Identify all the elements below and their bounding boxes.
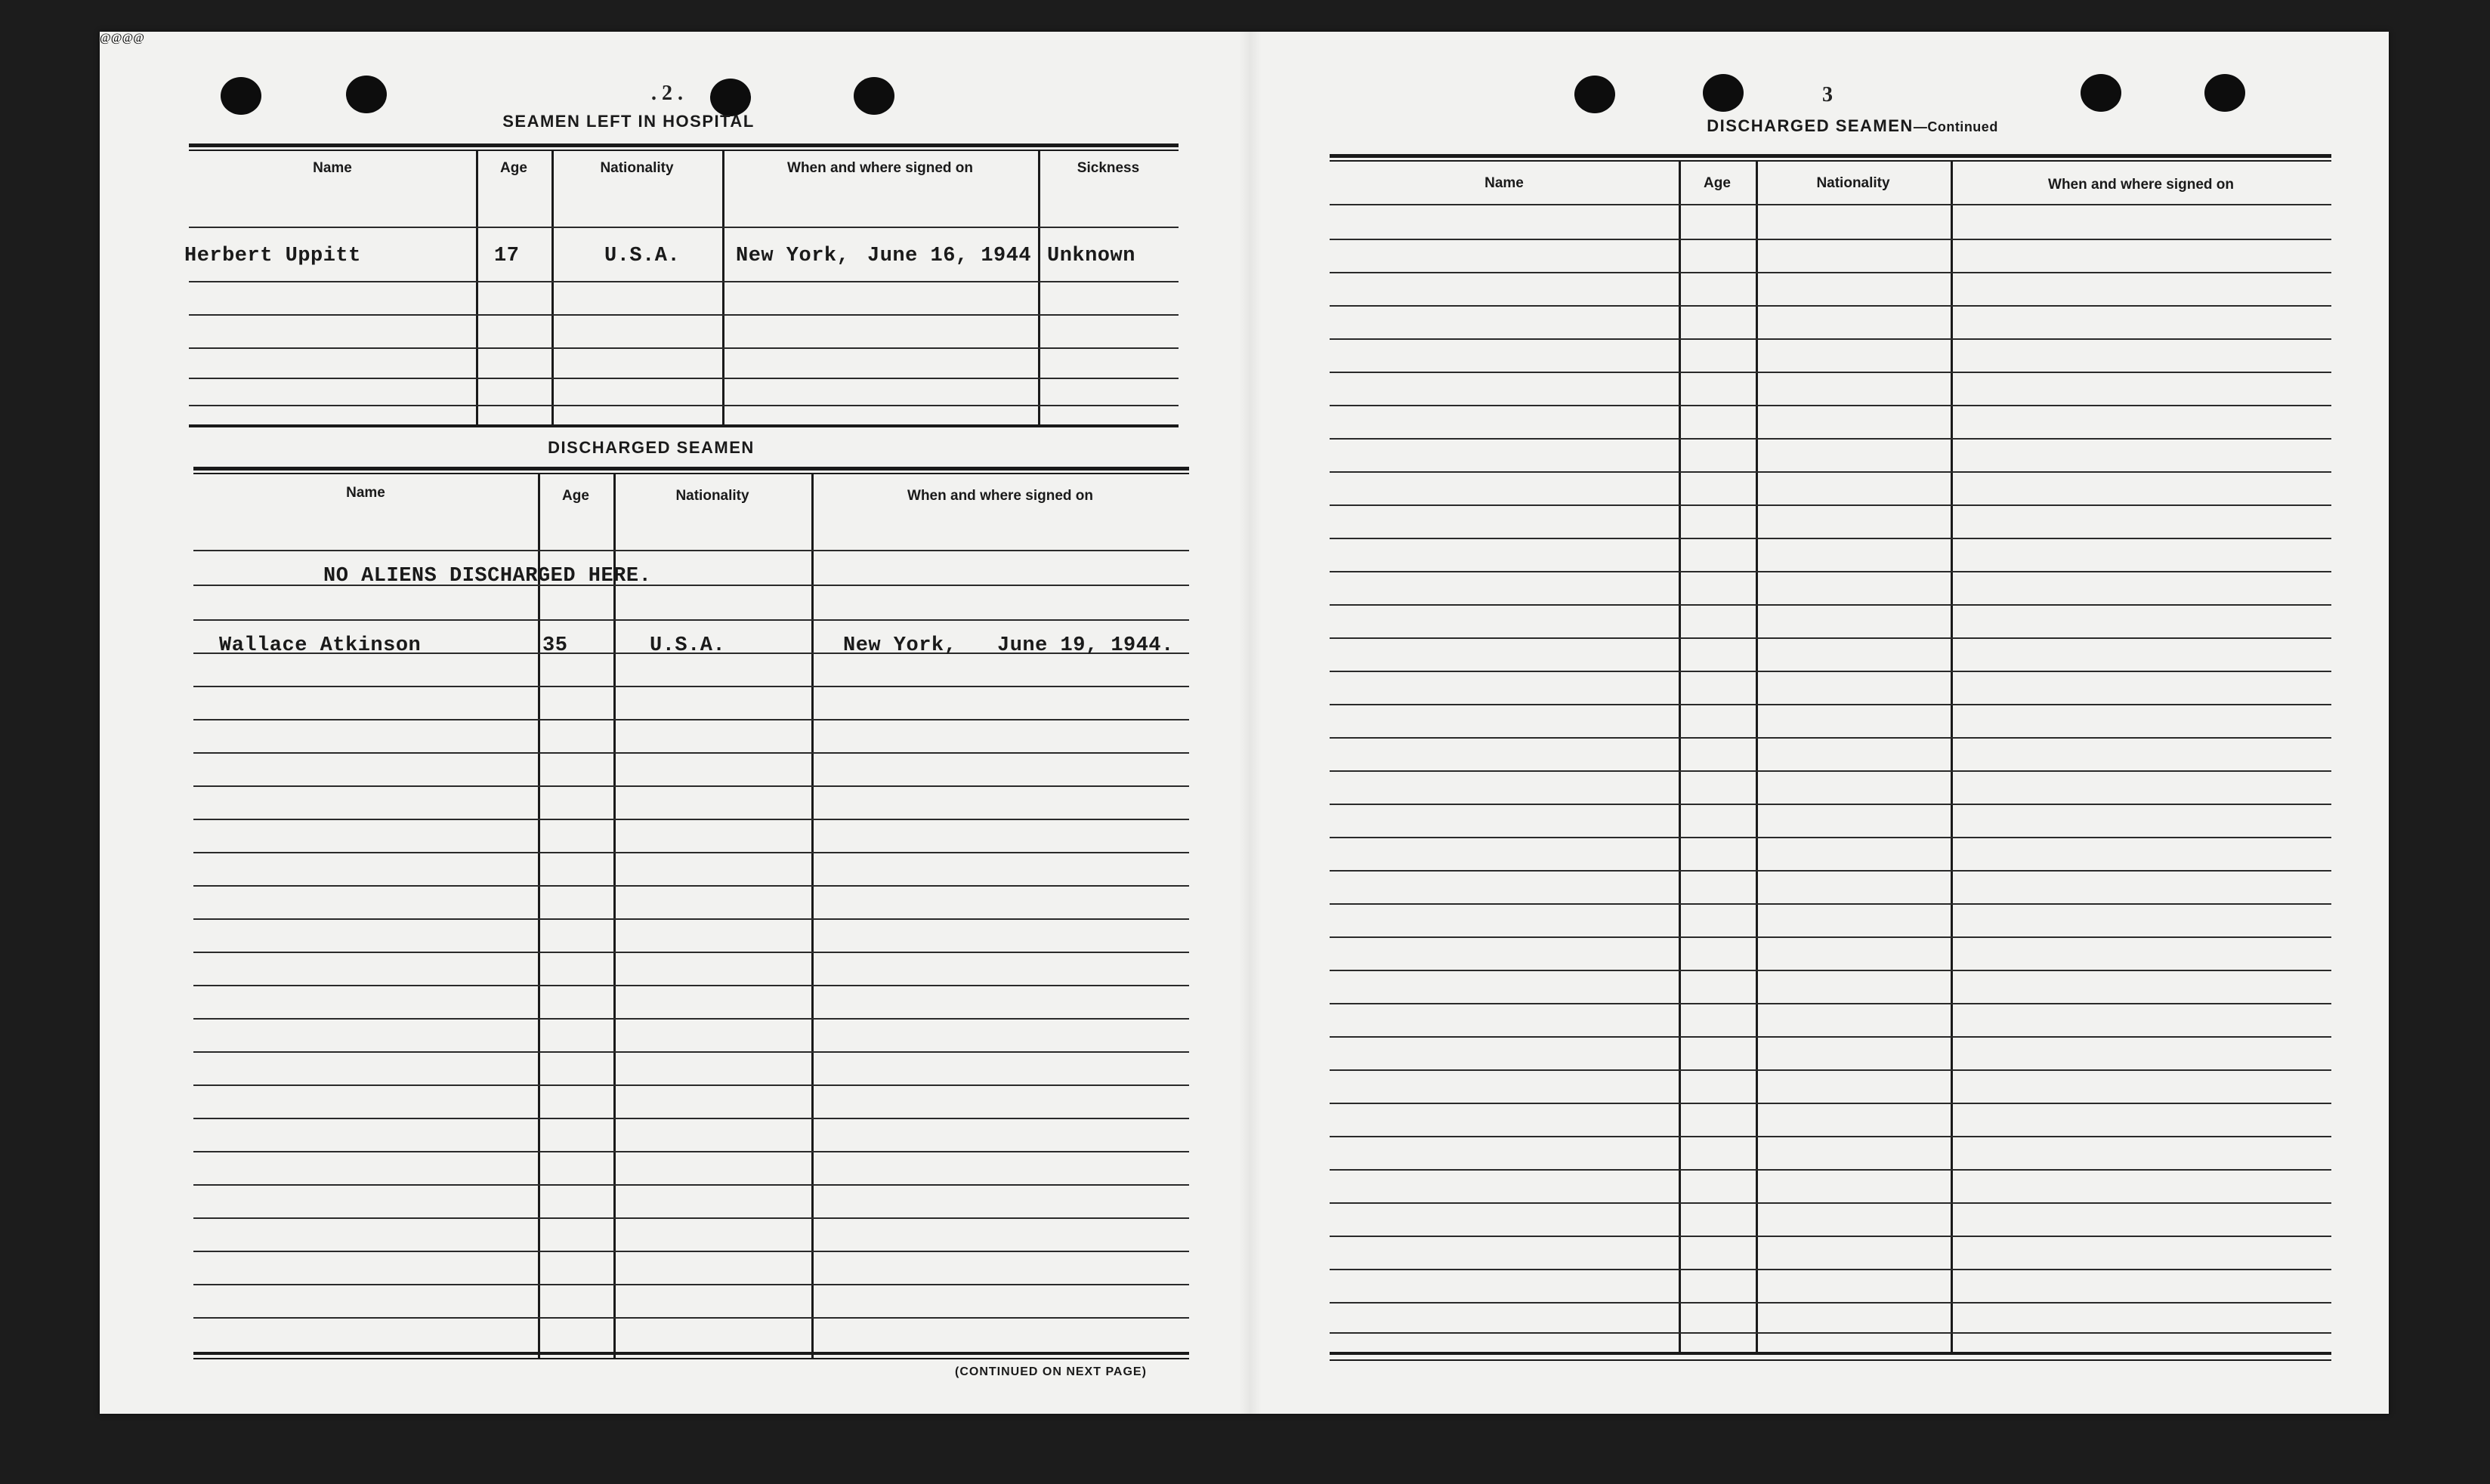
col-header-sickness: Sickness	[1077, 160, 1140, 176]
left-page-number: . 2 .	[651, 82, 683, 105]
col-header-name: Name	[313, 160, 352, 176]
punch-hole	[2204, 74, 2245, 112]
signed-on-date: June 16, 1944	[867, 245, 1032, 267]
page-fold	[1239, 32, 1262, 1414]
punch-hole	[1574, 76, 1615, 113]
right-page-number: 3	[1822, 83, 1833, 106]
col-header-nationality: Nationality	[1816, 175, 1890, 191]
col-header-nationality: Nationality	[600, 160, 674, 176]
title-continued: —Continued	[1913, 119, 1998, 134]
col-header-age: Age	[562, 488, 589, 504]
punch-hole	[346, 76, 387, 113]
seaman-nationality: U.S.A.	[604, 245, 681, 267]
seaman-name: Wallace Atkinson	[219, 634, 422, 657]
hospital-section-title: SEAMEN LEFT IN HOSPITAL	[502, 112, 755, 131]
manifest-sheet: @@@@ . 2 . SEAMEN LEFT IN HOSPITAL Name Age Nationality When and where signed on Sickness Herbert Uppitt 17 U.S.A. New York, June 16, 1944 Unknown DISCHARGED SEAMEN Name Age Nationality When and where signed on NO ALIENS DISCHARGED HERE. Wallace Atkinson 35 U.S.A. New York, June 19, 1944. (CONTINUED ON NEXT PAGE) 3 DISCHARGED SEAMEN—Continued Name Age Nationality When and where signed on	[100, 32, 2389, 1414]
discharged-table	[193, 467, 1189, 1400]
discharged-continued-table	[1330, 154, 2331, 1402]
col-header-when-where: When and where signed on	[2048, 177, 2234, 193]
seaman-age: 17	[494, 245, 520, 267]
continued-footer: (CONTINUED ON NEXT PAGE)	[955, 1365, 1147, 1378]
signed-on-date: June 19, 1944.	[997, 634, 1174, 657]
signed-on-place: New York,	[843, 634, 957, 657]
col-header-when-where: When and where signed on	[787, 160, 973, 176]
seaman-nationality: U.S.A.	[650, 634, 726, 657]
col-header-nationality: Nationality	[675, 488, 749, 504]
seaman-age: 35	[542, 634, 568, 657]
hospital-table	[189, 143, 1179, 455]
col-header-age: Age	[1704, 175, 1731, 191]
col-header-name: Name	[1484, 175, 1524, 191]
discharged-section-title: DISCHARGED SEAMEN	[548, 438, 755, 457]
title-main: DISCHARGED SEAMEN	[1707, 116, 1914, 135]
right-section-title	[1656, 116, 2049, 136]
punch-hole	[1703, 74, 1744, 112]
punch-hole	[2081, 74, 2121, 112]
discharge-note: NO ALIENS DISCHARGED HERE.	[323, 565, 652, 588]
col-header-name: Name	[346, 485, 385, 501]
col-header-age: Age	[500, 160, 527, 176]
seaman-name: Herbert Uppitt	[184, 245, 361, 267]
col-header-when-where: When and where signed on	[907, 488, 1093, 504]
punch-hole	[710, 79, 751, 116]
punch-hole	[221, 77, 261, 115]
punch-hole	[854, 77, 894, 115]
signed-on-place: New York,	[736, 245, 850, 267]
seaman-sickness: Unknown	[1047, 245, 1135, 267]
